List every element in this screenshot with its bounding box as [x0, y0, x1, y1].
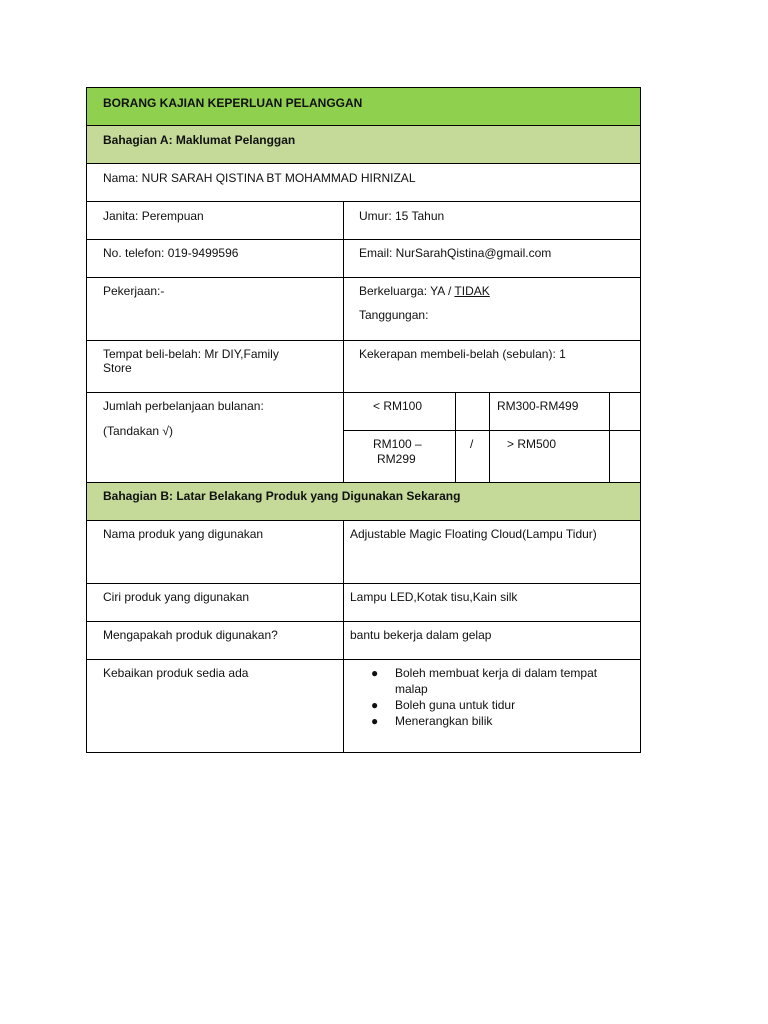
nama-field: Nama: NUR SARAH QISTINA BT MOHAMMAD HIRNIZAL — [103, 171, 416, 185]
section-a-title: Bahagian A: Maklumat Pelanggan — [103, 133, 296, 147]
option-100-299-tick: / — [470, 437, 474, 451]
mengapa-value: bantu bekerja dalam gelap — [350, 628, 492, 642]
section-a-row — [86, 126, 641, 164]
list-item — [371, 665, 621, 697]
janita-field: Janita: Perempuan — [103, 209, 204, 223]
nama-produk-row — [86, 521, 641, 584]
form-title-row — [86, 87, 641, 126]
option-100-299-line2: RM299 — [377, 452, 416, 466]
berkeluarga-field — [359, 284, 490, 299]
tempat-line2: Store — [103, 361, 132, 375]
section-b-title: Bahagian B: Latar Belakang Produk yang Digunakan Sekarang — [103, 489, 461, 503]
kebaikan-item-1: Boleh membuat kerja di dalam tempat malap — [395, 666, 598, 696]
option-divider — [489, 393, 490, 482]
pekerjaan-row — [86, 278, 641, 341]
jumlah-label: Jumlah perbelanjaan bulanan: — [103, 399, 264, 413]
option-divider — [455, 393, 456, 482]
ciri-produk-value: Lampu LED,Kotak tisu,Kain silk — [350, 590, 518, 604]
kekerapan-field: Kekerapan membeli-belah (sebulan): 1 — [359, 347, 566, 361]
list-item — [371, 713, 621, 729]
option-lt100: < RM100 — [373, 399, 423, 413]
kebaikan-label: Kebaikan produk sedia ada — [103, 666, 249, 680]
mengapa-label: Mengapakah produk digunakan? — [103, 628, 278, 642]
bullet-icon: ● — [371, 714, 379, 728]
column-divider — [343, 341, 344, 392]
jumlah-row — [86, 393, 641, 483]
option-gt500: > RM500 — [507, 437, 557, 451]
berkeluarga-choice: TIDAK — [454, 284, 490, 298]
bullet-icon: ● — [371, 698, 379, 712]
list-item — [371, 697, 621, 713]
telefon-field: No. telefon: 019-9499596 — [103, 246, 239, 260]
kebaikan-value-cell — [343, 660, 640, 752]
telefon-email-row — [86, 240, 641, 278]
nama-produk-value: Adjustable Magic Floating Cloud(Lampu Tidur) — [350, 527, 597, 541]
janita-umur-row — [86, 202, 641, 240]
column-divider — [343, 521, 344, 583]
column-divider — [343, 622, 344, 659]
kebaikan-row — [86, 660, 641, 753]
column-divider — [343, 202, 344, 239]
bullet-icon: ● — [371, 666, 379, 680]
pekerjaan-field: Pekerjaan:- — [103, 284, 165, 298]
form-title: BORANG KAJIAN KEPERLUAN PELANGGAN — [103, 96, 363, 110]
kebaikan-item-2: Boleh guna untuk tidur — [395, 698, 516, 712]
umur-field: Umur: 15 Tahun — [359, 209, 445, 223]
ciri-produk-label: Ciri produk yang digunakan — [103, 590, 250, 604]
tanggungan-field: Tanggungan: — [359, 308, 429, 322]
section-b-row — [86, 483, 641, 521]
tandakan-label: (Tandakan √) — [103, 424, 173, 438]
tempat-line1: Tempat beli-belah: Mr DIY,Family — [103, 347, 279, 361]
column-divider — [343, 278, 344, 340]
berkeluarga-label: Berkeluarga: YA / — [359, 284, 455, 298]
nama-produk-label: Nama produk yang digunakan — [103, 527, 264, 541]
nama-row — [86, 164, 641, 202]
tempat-row — [86, 341, 641, 393]
kebaikan-list — [371, 665, 621, 729]
email-field: Email: NurSarahQistina@gmail.com — [359, 246, 552, 260]
option-100-299-line1: RM100 – — [373, 437, 422, 451]
kebaikan-item-3: Menerangkan bilik — [395, 714, 493, 728]
option-row-divider — [343, 430, 640, 431]
option-300-499: RM300-RM499 — [497, 399, 579, 413]
option-divider — [609, 393, 610, 482]
column-divider — [343, 584, 344, 621]
ciri-produk-row — [86, 584, 641, 622]
column-divider — [343, 393, 344, 482]
mengapa-row — [86, 622, 641, 660]
column-divider — [343, 240, 344, 277]
